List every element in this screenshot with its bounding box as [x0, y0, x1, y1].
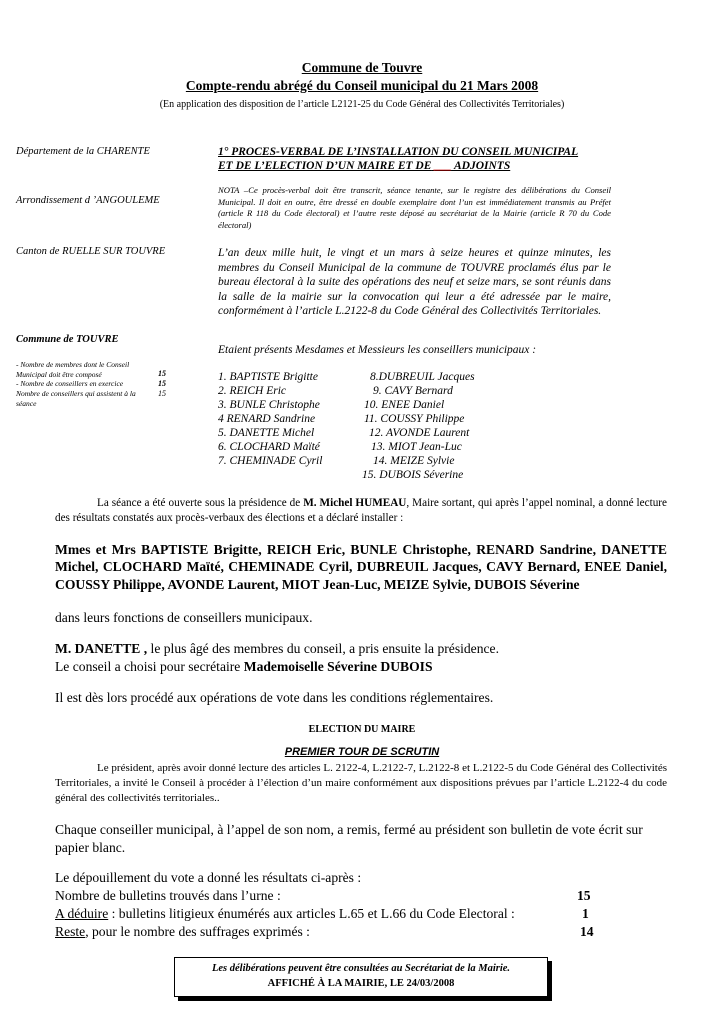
member-item: 7. CHEMINADE Cyril [218, 455, 323, 467]
commune-label: Commune de TOUVRE [16, 334, 119, 345]
result-label: Nombre de bulletins trouvés dans l’urne : [55, 888, 281, 903]
stats-block [16, 360, 176, 408]
result-value: 14 [580, 924, 594, 939]
secretaire-name: Mademoiselle Séverine DUBOIS [243, 659, 433, 674]
bulletin-text: Chaque conseiller municipal, à l’appel de son nom, a remis, fermé au président son bulletin de vote écrit sur papier blanc. [55, 822, 643, 855]
footer-line2: AFFICHÉ À LA MAIRIE, LE 24/03/2008 [267, 978, 455, 989]
depouillement-text: Le dépouillement du vote a donné les résultats ci-après : [55, 870, 362, 885]
presidence-line: M. DANETTE , le plus âgé des membres du conseil, a pris ensuite la présidence. [55, 641, 499, 656]
result-value: 1 [582, 906, 589, 921]
tour-heading: PREMIER TOUR DE SCRUTIN [284, 746, 440, 758]
members-list-left [218, 370, 348, 468]
member-item: 13. MIOT Jean-Luc [371, 441, 462, 453]
seance-paragraph: La séance a été ouverte sous la présidence de M. Michel HUMEAU, Maire sortant, qui après l’appel nominal, a donné lecture des résultats constatés aux procès-verbaux des élections et a déclaré installer : [55, 497, 667, 524]
stat-value: 15 [158, 379, 166, 388]
stat-label: - Nombre de conseillers en exercice [16, 379, 124, 388]
member-item: 2. REICH Eric [218, 385, 287, 397]
member-item: 10. ENEE Daniel [364, 399, 445, 411]
result-row [55, 923, 667, 941]
result-value: 15 [577, 888, 591, 903]
stat-label: - Nombre de membres dont le Conseil Municipal doit être composé [16, 360, 130, 379]
member-item: 5. DANETTE Michel [218, 427, 315, 439]
outgoing-mayor: M. Michel HUMEAU [303, 497, 407, 509]
installed-members: Mmes et Mrs BAPTISTE Brigitte, REICH Eric, BUNLE Christophe, RENARD Sandrine, DANETTE Michel, CLOCHARD Maïté, CHEMINADE Cyril, DUBREUIL Jacques, CAVY Bernard, ENEE Daniel, COUSSY Philippe, AVONDE Laurent, MIOT Jean-Luc, MEIZE Sylvie, DUBOIS Séverine [55, 542, 667, 592]
arrondissement-label: Arrondissement d ’ANGOULEME [16, 195, 160, 206]
members-list-right [360, 370, 510, 482]
member-item: 11. COUSSY Philippe [364, 413, 465, 425]
pv-heading-line1: 1° PROCES-VERBAL DE L’INSTALLATION DU CONSEIL MUNICIPAL [218, 146, 579, 158]
election-heading: ELECTION DU MAIRE [308, 724, 416, 735]
pv-heading-blank: ___ [434, 160, 452, 172]
member-item: 6. CLOCHARD Maïté [218, 441, 320, 453]
canton-label: Canton de RUELLE SUR TOUVRE [16, 246, 166, 257]
member-item: 9. CAVY Bernard [373, 385, 453, 397]
member-item: 1. BAPTISTE Brigitte [218, 371, 318, 383]
stat-value: 15 [158, 389, 166, 398]
stat-row [16, 379, 176, 389]
stat-row [16, 389, 176, 408]
result-prefix: Reste [55, 924, 86, 939]
footer-box [174, 957, 548, 997]
footer-line1: Les délibérations peuvent être consultées au Secrétariat de la Mairie. [211, 963, 511, 974]
stat-row [16, 360, 176, 379]
pv-heading [218, 145, 618, 173]
stat-value: 15 [158, 369, 166, 378]
results-table [55, 887, 667, 941]
pv-intro: L’an deux mille huit, le vingt et un mars à seize heures et quinze minutes, les membres du Conseil Municipal de la commune de TOUVRE proclamés élus par le bureau électoral à la suite des opérations des neuf et seize mars, se sont réunis dans la salle de la mairie sur la convocation qui leur a été adressée par le maire, conformément à l’article L.2122-8 du Code Général des Collectivités Territoriales. [218, 247, 611, 318]
secretaire-line: Le conseil a choisi pour secrétaire Mademoiselle Séverine DUBOIS [55, 659, 433, 674]
result-label: , pour le nombre des suffrages exprimés : [85, 924, 310, 939]
installed-end: dans leurs fonctions de conseillers municipaux. [55, 610, 313, 625]
member-item: 15. DUBOIS Séverine [362, 469, 464, 481]
member-item: 12. AVONDE Laurent [369, 427, 470, 439]
member-item: 14. MEIZE Sylvie [373, 455, 455, 467]
page-title: Compte-rendu abrégé du Conseil municipal du 21 Mars 2008 [185, 78, 539, 93]
result-row [55, 887, 667, 905]
result-prefix: A déduire [55, 906, 109, 921]
president-text: Le président, après avoir donné lecture des articles L. 2122-4, L.2122-7, L.2122-8 et L.2122-5 du Code Général des Collectivités Territoriales, a invité le Conseil à procéder à l’élection d’un maire conformément aux dispositions prévues par l’article L.2122-4 du code général des collectivités territoriales.. [55, 762, 667, 804]
presidence-block [55, 640, 667, 676]
result-row [55, 905, 667, 923]
member-item: 8.DUBREUIL Jacques [370, 371, 475, 383]
departement-label: Département de la CHARENTE [16, 146, 150, 157]
result-label: : bulletins litigieux énumérés aux articles L.65 et L.66 du Code Electoral : [108, 906, 515, 921]
presents-label: Etaient présents Mesdames et Messieurs les conseillers municipaux : [218, 344, 537, 356]
member-item: 3. BUNLE Christophe [218, 399, 320, 411]
vote-text: Il est dès lors procédé aux opérations de vote dans les conditions réglementaires. [55, 690, 494, 705]
pv-heading-line2: ET DE L’ELECTION D’UN MAIRE ET DE ___ ADJOINTS [218, 160, 511, 172]
stat-label: Nombre de conseillers qui assistent à la séance [16, 389, 136, 408]
commune-title: Commune de Touvre [301, 60, 423, 75]
member-item: 4 RENARD Sandrine [218, 413, 316, 425]
page-subtitle: (En application des disposition de l’article L2121-25 du Code Général des Collectivités Territoriales) [159, 99, 565, 110]
nota-text: NOTA –Ce procès-verbal doit être transcrit, séance tenante, sur le registre des délibérations du Conseil Municipal. Il doit en outre, être dressé en double exemplaire dont l’un est immédiatement transmis au Préfet (article R 118 du Code électoral) et l’autre reste déposé au secrétariat de la Mairie (article R 70 du Code électoral) [218, 185, 611, 230]
